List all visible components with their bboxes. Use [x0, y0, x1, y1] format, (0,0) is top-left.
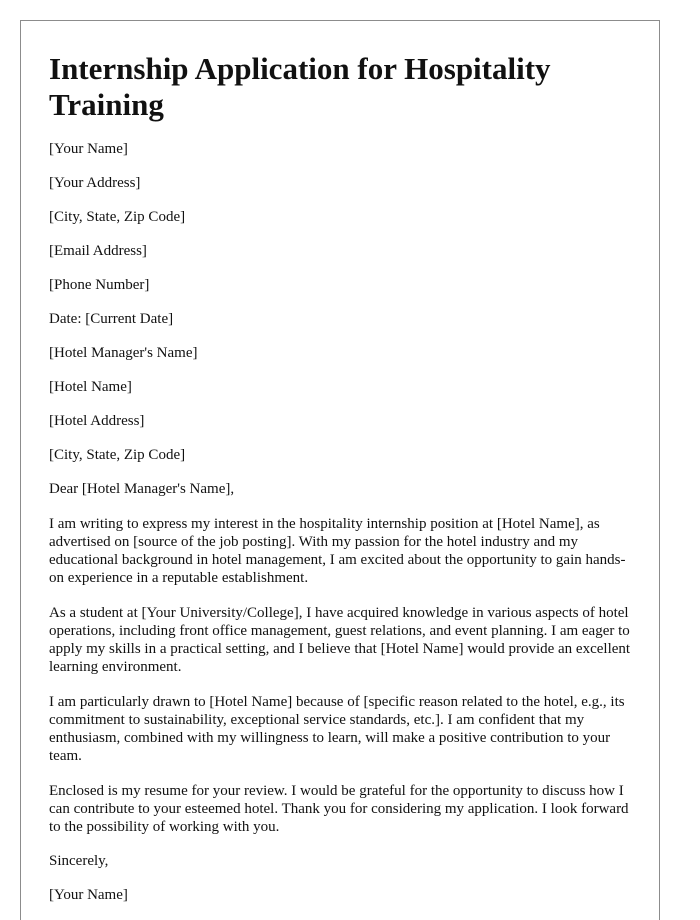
body-paragraph-1: I am writing to express my interest in the hospitality internship position at [Hotel Name], as advertised on [source of the job posting]. With my passion for the hotel industry and my educational background in hotel management, I am excited about the opportunity to gain hands-on experience in a reputable establishment.: [49, 516, 626, 586]
body-paragraph-4: Enclosed is my resume for your review. I would be grateful for the opportunity to discuss how I can contribute to your esteemed hotel. Thank you for considering my application. I look forward to the possibility of working with you.: [49, 783, 629, 835]
sender-address: [Your Address]: [49, 175, 141, 191]
letter-date: Date: [Current Date]: [49, 311, 174, 327]
document-title: Internship Application for Hospitality Training: [49, 51, 551, 122]
sender-phone: [Phone Number]: [49, 277, 150, 293]
sender-name: [Your Name]: [49, 141, 128, 157]
body-paragraph-3: I am particularly drawn to [Hotel Name] because of [specific reason related to the hotel, e.g., its commitment to sustainability, exceptional service standards, etc.]. I am confident that my enthusiasm, combined with my willingness to learn, will make a positive contribution to your team.: [49, 694, 625, 764]
recipient-hotel-address: [Hotel Address]: [49, 413, 145, 429]
body-paragraph-2: As a student at [Your University/College], I have acquired knowledge in various aspects of hotel operations, including front office management, guest relations, and event planning. I am eager to apply my skills in a practical setting, and I believe that [Hotel Name] would provide an excellent learning environment.: [49, 605, 631, 675]
recipient-hotel-name: [Hotel Name]: [49, 379, 132, 395]
recipient-city-state-zip: [City, State, Zip Code]: [49, 447, 186, 463]
recipient-manager-name: [Hotel Manager's Name]: [49, 345, 198, 361]
sender-email: [Email Address]: [49, 243, 147, 259]
salutation: Dear [Hotel Manager's Name],: [49, 481, 235, 497]
sender-city-state-zip: [City, State, Zip Code]: [49, 209, 186, 225]
signature-name: [Your Name]: [49, 887, 128, 903]
closing: Sincerely,: [49, 853, 109, 869]
letter-page: [20, 20, 660, 920]
